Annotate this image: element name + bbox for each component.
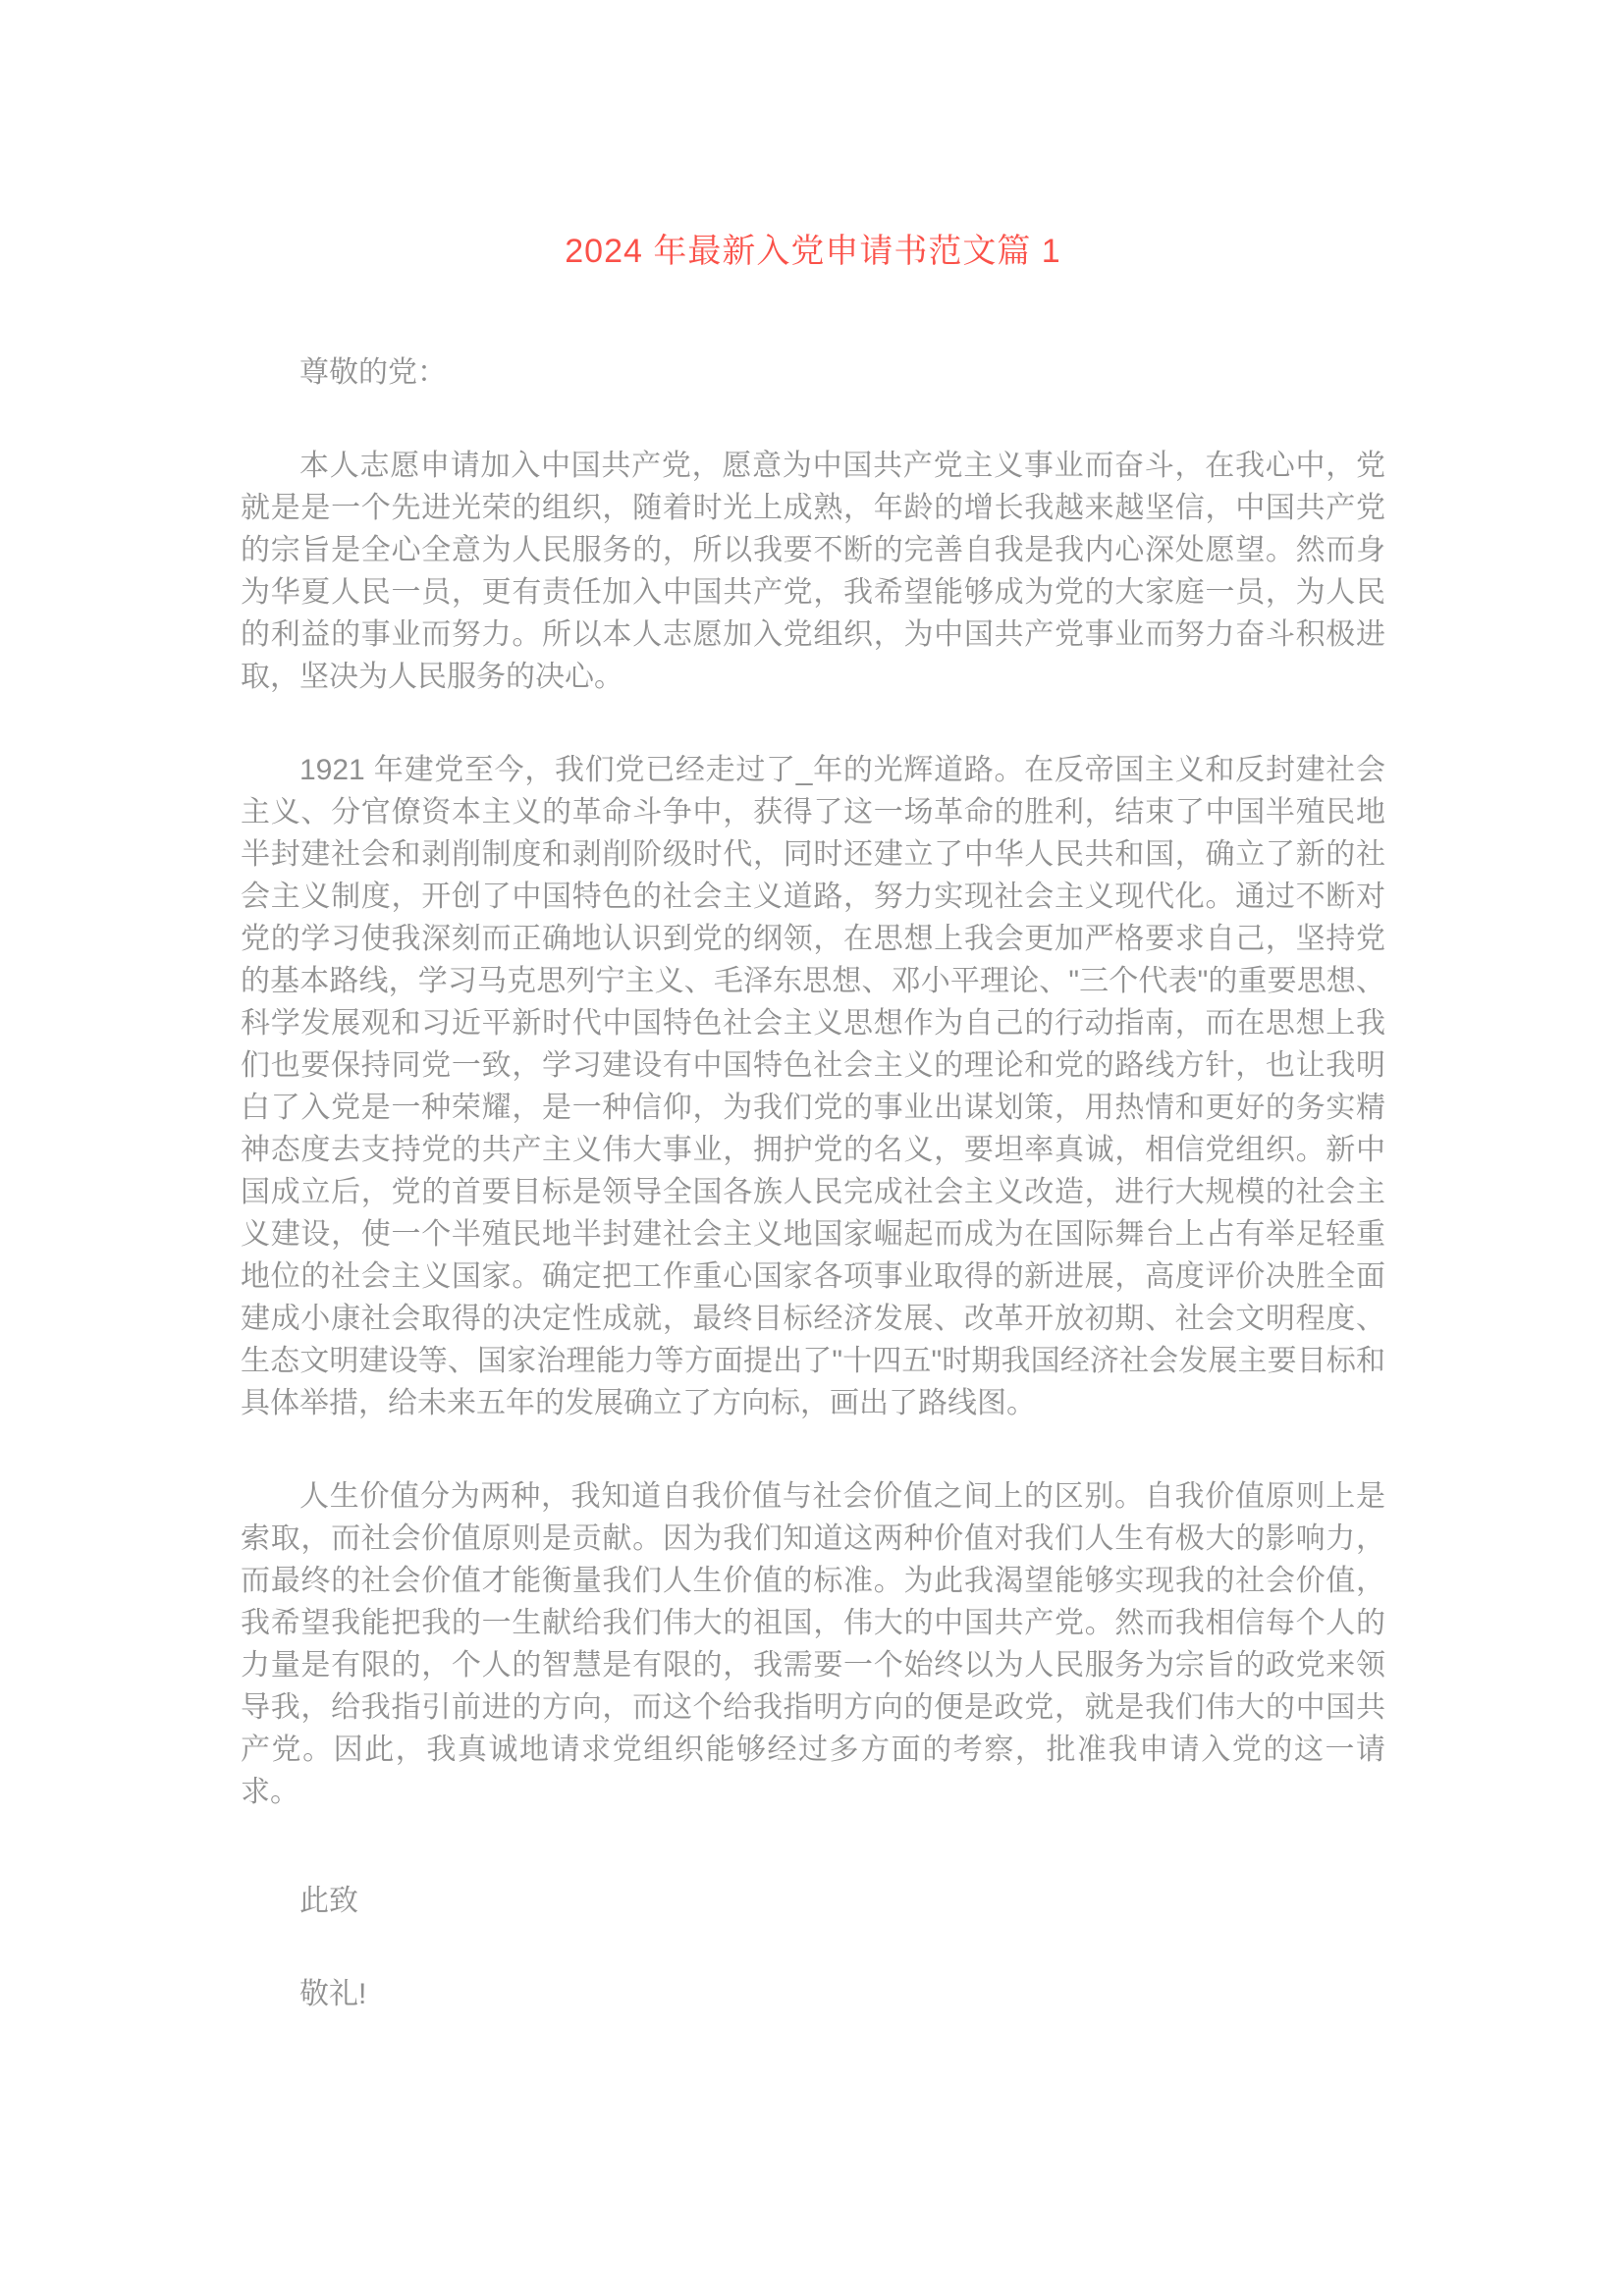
closing-phrase-jingli: 敬礼! bbox=[299, 1978, 367, 2010]
paragraph-intro: 本人志愿申请加入中国共产党，愿意为中国共产党主义事业而奋斗，在我心中，党就是是一个先进光荣的组织，随着时光上成熟，年龄的增长我越来越坚信，中国共产党的宗旨是全心全意为人民服务的，所以我要不断的完善自我是我内心深处愿望。然而身为华夏人民一员，更有责任加入中国共产党，我希望能够成为党的大家庭一员，为人民的利益的事业而努力。所以本人志愿加入党组织，为中国共产党事业而努力奋斗积极进取，坚决为人民服务的决心。 bbox=[241, 450, 1385, 693]
paragraph-personal-values: 人生价值分为两种，我知道自我价值与社会价值之间上的区别。自我价值原则上是索取，而社会价值原则是贡献。因为我们知道这两种价值对我们人生有极大的影响力，而最终的社会价值才能衡量我们人生价值的标准。为此我渴望能够实现我的社会价值，我希望我能把我的一生献给我们伟大的祖国，伟大的中国共产党。然而我相信每个人的力量是有限的，个人的智慧是有限的，我需要一个始终以为人民服务为宗旨的政党来领导我，给我指引前进的方向，而这个给我指明方向的便是政党，就是我们伟大的中国共产党。因此，我真诚地请求党组织能够经过多方面的考察，批准我申请入党的这一请求。 bbox=[241, 1480, 1385, 1808]
document-content bbox=[241, 0, 1385, 2015]
paragraph-party-history: 1921 年建党至今，我们党已经走过了_年的光辉道路。在反帝国主义和反封建社会主义、分官僚资本主义的革命斗争中，获得了这一场革命的胜利，结束了中国半殖民地半封建社会和剥削制度和剥削阶级时代，同时还建立了中华人民共和国，确立了新的社会主义制度，开创了中国特色的社会主义道路，努力实现社会主义现代化。通过不断对党的学习使我深刻而正确地认识到党的纲领，在思想上我会更加严格要求自己，坚持党的基本路线，学习马克思列宁主义、毛泽东思想、邓小平理论、"三个代表"的重要思想、科学发展观和习近平新时代中国特色社会主义思想作为自己的行动指南，而在思想上我们也要保持同党一致，学习建设有中国特色社会主义的理论和党的路线方针，也让我明白了入党是一种荣耀，是一种信仰，为我们党的事业出谋划策，用热情和更好的务实精神态度去支持党的共产主义伟大事业，拥护党的名义，要坦率真诚，相信党组织。新中国成立后，党的首要目标是领导全国各族人民完成社会主义改造，进行大规模的社会主义建设，使一个半殖民地半封建社会主义地国家崛起而成为在国际舞台上占有举足轻重地位的社会主义国家。确定把工作重心国家各项事业取得的新进展，高度评价决胜全面建成小康社会取得的决定性成就，最终目标经济发展、改革开放初期、社会文明程度、生态文明建设等、国家治理能力等方面提出了"十四五"时期我国经济社会发展主要目标和具体举措，给未来五年的发展确立了方向标，画出了路线图。 bbox=[241, 754, 1385, 1419]
document-title: 2024 年最新入党申请书范文篇 1 bbox=[565, 233, 1061, 270]
salutation-line: 尊敬的党： bbox=[299, 356, 447, 389]
closing-phrase-cizhi: 此致 bbox=[299, 1885, 358, 1917]
